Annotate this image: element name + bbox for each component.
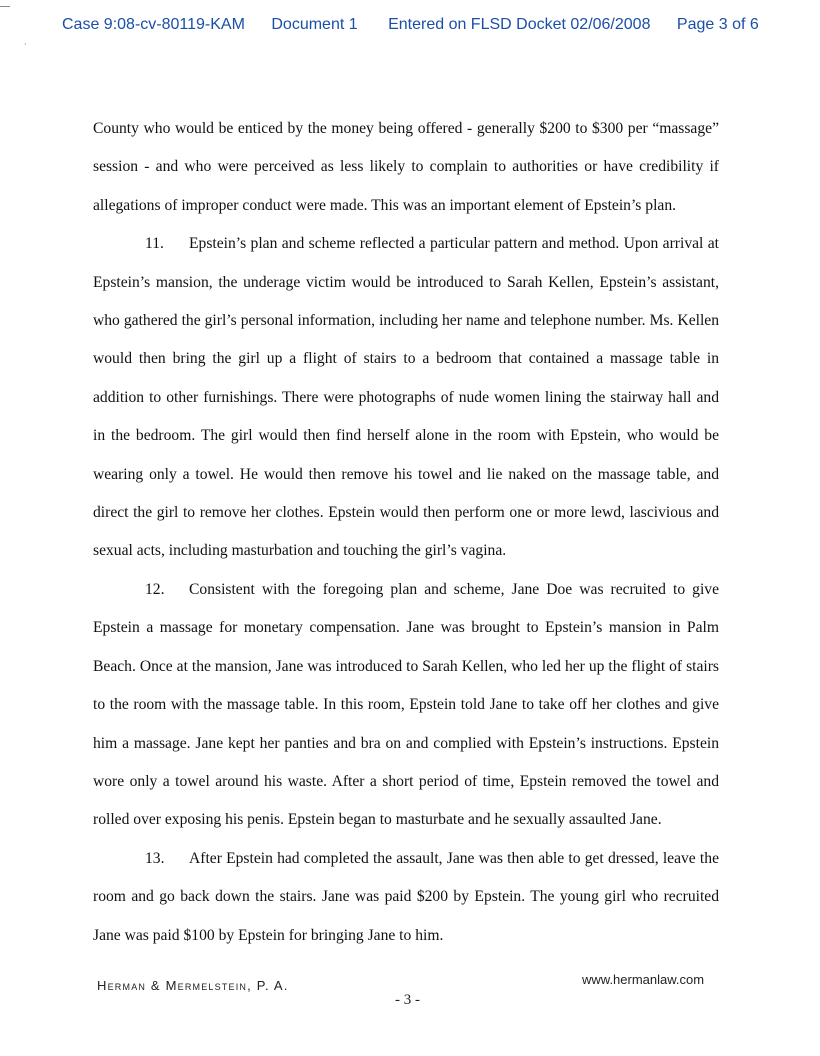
paragraph-13 [93,840,719,955]
docket-header [62,16,802,34]
paragraph-text: Epstein’s plan and scheme reflected a particular pattern and method. Upon arrival at Epstein’s mansion, the underage victim would be introduced to Sarah Kellen, Epstein’s assistant, who gathered the girl’s personal information, including her name and telephone number. Ms. Kellen would then bring the girl up a flight of stairs to a bedroom that contained a massage table in addition to other furnishings. There were photographs of nude women lining the stairway hall and in the bedroom. The girl would then find herself alone in the room with Epstein, who would be wearing only a towel. He would then remove his towel and lie naked on the massage table, and direct the girl to remove her clothes. Epstein would then perform one or more lewd, lascivious and sexual acts, including masturbation and touching the girl’s vagina. [93,235,719,560]
page-number: - 3 - [395,992,420,1008]
case-number: Case 9:08-cv-80119-KAM [62,16,245,33]
continuation-paragraph: County who would be enticed by the money being offered - generally $200 to $300 per “massage” session - and who were perceived as less likely to complain to authorities or have credibility if allegations of improper conduct were made. This was an important element of Epstein’s plan. [93,120,719,214]
paragraph-text: Consistent with the foregoing plan and scheme, Jane Doe was recruited to give Epstein a massage for monetary compensation. Jane was brought to Epstein’s mansion in Palm Beach. Once at the mansion, Jane was introduced to Sarah Kellen, who led her up the flight of stairs to the room with the massage table. In this room, Epstein told Jane to take off her clothes and give him a massage. Jane kept her panties and bra on and complied with Epstein’s instructions. Epstein wore only a towel around his waste. After a short period of time, Epstein removed the towel and rolled over exposing his penis. Epstein began to masturbate and he sexually assaulted Jane. [93,580,719,829]
paragraph-11 [93,225,719,571]
paragraph-number: 11. [145,235,164,253]
scan-edge-mark [0,6,10,7]
scan-speck: · [24,40,27,49]
page-count: Page 3 of 6 [676,16,759,33]
paragraph-number: 13. [145,849,165,867]
firm-website: www.hermanlaw.com [582,972,705,987]
paragraph-12 [93,571,719,840]
paragraph-number: 12. [145,580,165,598]
document-number: Document 1 [271,16,358,33]
paragraph-text: After Epstein had completed the assault, Jane was then able to get dressed, leave the room and go back down the stairs. Jane was paid $200 by Epstein. The young girl who recruited Jane was paid $100 by Epstein for bringing Jane to him. [93,849,719,944]
law-firm-name: Herman & Mermelstein, P. A. [97,978,289,993]
document-body [93,110,719,955]
docket-entry-date: Entered on FLSD Docket 02/06/2008 [388,16,651,33]
